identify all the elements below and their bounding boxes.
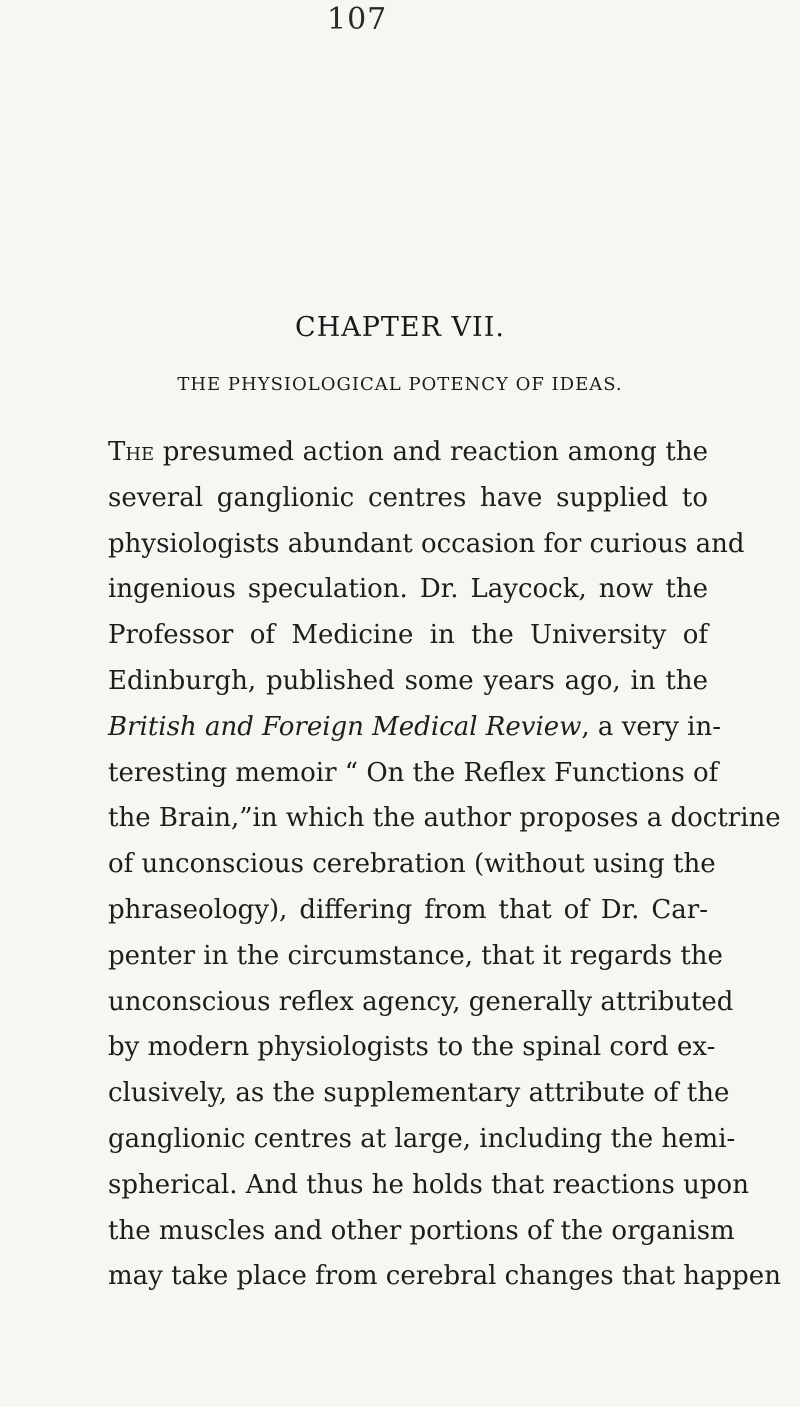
lead-word: The xyxy=(108,437,155,467)
text-line: spherical. And thus he holds that reactions upon xyxy=(108,1169,749,1200)
text-line: ingenious speculation. Dr. Laycock, now the xyxy=(108,574,708,605)
line-text: , a very in- xyxy=(581,711,722,742)
text-line: phraseology), differing from that of Dr. Car- xyxy=(108,894,708,925)
text-line: physiologists abundant occasion for curious and xyxy=(108,528,745,559)
text-line xyxy=(108,705,722,751)
line-text: presumed action and reaction among the xyxy=(154,437,708,467)
text-line: the muscles and other portions of the organism xyxy=(108,1215,735,1246)
text-line: Professor of Medicine in the University of xyxy=(108,620,708,651)
text-line: of unconscious cerebration (without using the xyxy=(108,849,716,880)
text-line: teresting memoir “ On the Reflex Functions of xyxy=(108,757,719,788)
text-line: by modern physiologists to the spinal cord ex- xyxy=(108,1032,716,1063)
text-line: several ganglionic centres have supplied to xyxy=(108,482,708,513)
chapter-subtitle: THE PHYSIOLOGICAL POTENCY OF IDEAS. xyxy=(177,374,623,395)
journal-title: British and Foreign Medical Review xyxy=(108,711,582,742)
text-line: penter in the circumstance, that it regards the xyxy=(108,940,723,971)
text-line: unconscious reflex agency, generally attributed xyxy=(108,986,734,1017)
text-line xyxy=(108,430,708,476)
text-line: Edinburgh, published some years ago, in the xyxy=(108,665,708,696)
body-paragraph xyxy=(108,430,781,1300)
text-line: clusively, as the supplementary attribute of the xyxy=(108,1078,730,1109)
page-number: 107 xyxy=(327,2,388,37)
text-line: may take place from cerebral changes that happen xyxy=(108,1261,781,1292)
chapter-heading: CHAPTER VII. xyxy=(295,312,505,343)
text-line: the Brain,”in which the author proposes a doctrine xyxy=(108,803,781,834)
text-line: ganglionic centres at large, including the hemi- xyxy=(108,1123,736,1154)
